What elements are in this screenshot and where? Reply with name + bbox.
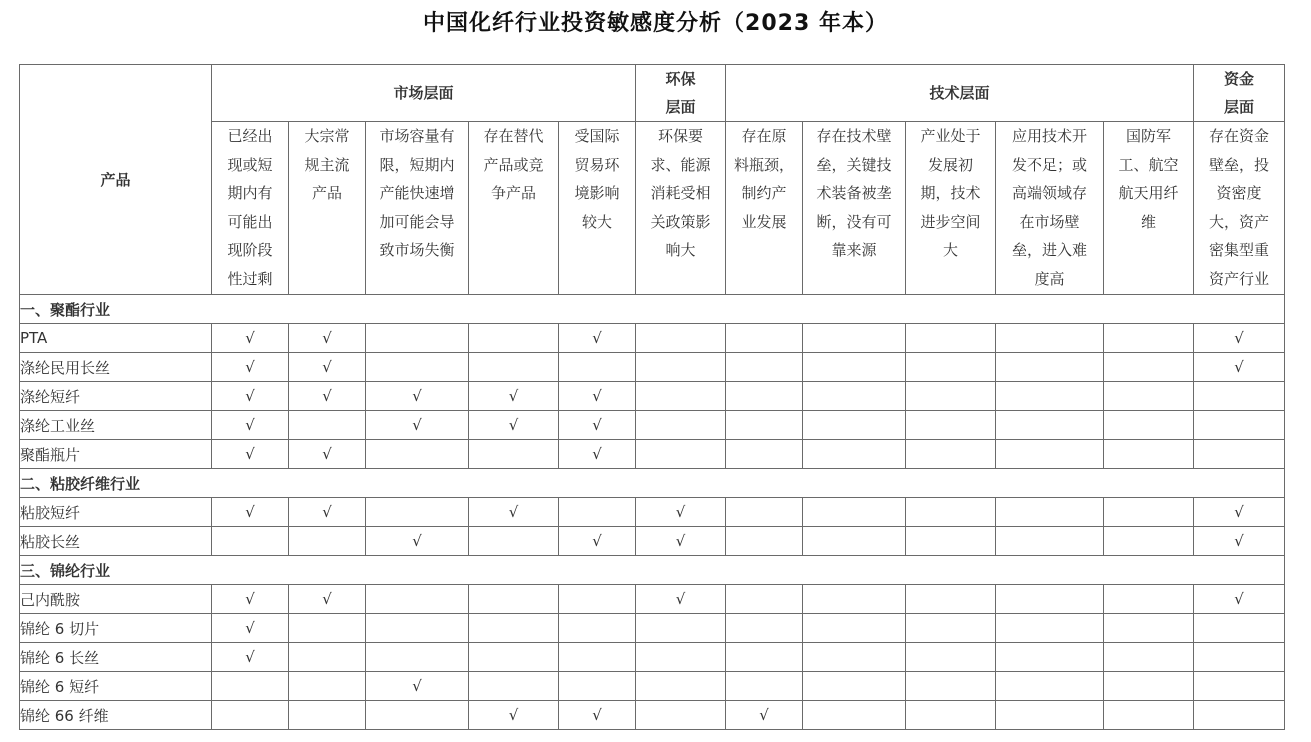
empty-cell	[726, 614, 803, 643]
empty-cell	[636, 382, 726, 411]
empty-cell	[726, 353, 803, 382]
table-row	[20, 643, 1285, 672]
empty-cell	[636, 672, 726, 701]
check-cell: √	[1194, 527, 1285, 556]
empty-cell	[469, 643, 559, 672]
empty-cell	[1104, 701, 1194, 730]
empty-cell	[996, 701, 1104, 730]
product-name: PTA	[20, 324, 212, 353]
empty-cell	[906, 324, 996, 353]
empty-cell	[803, 701, 906, 730]
check-cell: √	[212, 614, 289, 643]
product-name: 己内酰胺	[20, 585, 212, 614]
empty-cell	[906, 440, 996, 469]
empty-cell	[726, 440, 803, 469]
empty-cell	[289, 672, 366, 701]
empty-cell	[726, 382, 803, 411]
empty-cell	[906, 411, 996, 440]
empty-cell	[559, 672, 636, 701]
empty-cell	[906, 672, 996, 701]
empty-cell	[1104, 672, 1194, 701]
empty-cell	[803, 672, 906, 701]
section-label: 二、粘胶纤维行业	[20, 469, 1285, 498]
group-header: 市场层面	[212, 65, 636, 122]
section-label: 一、聚酯行业	[20, 295, 1285, 324]
criteria-header: 受国际 贸易环 境影响 较大	[559, 122, 636, 295]
check-cell: √	[366, 411, 469, 440]
check-cell: √	[469, 411, 559, 440]
check-cell: √	[559, 440, 636, 469]
check-cell: √	[366, 382, 469, 411]
empty-cell	[469, 440, 559, 469]
group-header: 技术层面	[726, 65, 1194, 122]
empty-cell	[996, 643, 1104, 672]
empty-cell	[803, 614, 906, 643]
check-cell: √	[212, 411, 289, 440]
check-cell: √	[212, 382, 289, 411]
empty-cell	[1104, 585, 1194, 614]
check-cell: √	[469, 701, 559, 730]
empty-cell	[996, 498, 1104, 527]
empty-cell	[803, 527, 906, 556]
product-name: 粘胶长丝	[20, 527, 212, 556]
check-cell: √	[1194, 585, 1285, 614]
empty-cell	[289, 614, 366, 643]
empty-cell	[996, 440, 1104, 469]
empty-cell	[636, 411, 726, 440]
check-cell: √	[636, 527, 726, 556]
check-cell: √	[289, 324, 366, 353]
empty-cell	[366, 701, 469, 730]
table-row	[20, 353, 1285, 382]
group-header: 资金 层面	[1194, 65, 1285, 122]
criteria-header: 产业处于 发展初 期，技术 进步空间 大	[906, 122, 996, 295]
empty-cell	[726, 643, 803, 672]
empty-cell	[1194, 411, 1285, 440]
empty-cell	[996, 324, 1104, 353]
check-cell: √	[636, 498, 726, 527]
table-row	[20, 672, 1285, 701]
empty-cell	[1104, 411, 1194, 440]
section-row	[20, 295, 1285, 324]
empty-cell	[1194, 382, 1285, 411]
check-cell: √	[366, 527, 469, 556]
empty-cell	[289, 527, 366, 556]
check-cell: √	[366, 672, 469, 701]
empty-cell	[366, 353, 469, 382]
empty-cell	[906, 585, 996, 614]
empty-cell	[996, 527, 1104, 556]
empty-cell	[366, 643, 469, 672]
empty-cell	[906, 614, 996, 643]
product-header: 产品	[20, 65, 212, 295]
check-cell: √	[726, 701, 803, 730]
empty-cell	[636, 440, 726, 469]
empty-cell	[1104, 440, 1194, 469]
empty-cell	[289, 643, 366, 672]
empty-cell	[726, 672, 803, 701]
product-name: 粘胶短纤	[20, 498, 212, 527]
check-cell: √	[469, 498, 559, 527]
empty-cell	[726, 498, 803, 527]
empty-cell	[1194, 643, 1285, 672]
section-row	[20, 469, 1285, 498]
empty-cell	[1104, 614, 1194, 643]
criteria-header: 应用技术开 发不足；或 高端领域存 在市场壁 垒，进入难 度高	[996, 122, 1104, 295]
criteria-header: 存在资金 壁垒，投 资密度 大，资产 密集型重 资产行业	[1194, 122, 1285, 295]
empty-cell	[469, 353, 559, 382]
empty-cell	[212, 701, 289, 730]
group-header: 环保 层面	[636, 65, 726, 122]
product-name: 聚酯瓶片	[20, 440, 212, 469]
criteria-header: 环保要 求、能源 消耗受相 关政策影 响大	[636, 122, 726, 295]
section-label: 三、锦纶行业	[20, 556, 1285, 585]
table-body	[20, 65, 1285, 730]
product-name: 涤纶短纤	[20, 382, 212, 411]
check-cell: √	[212, 498, 289, 527]
empty-cell	[1104, 498, 1194, 527]
empty-cell	[559, 353, 636, 382]
empty-cell	[559, 498, 636, 527]
empty-cell	[1104, 527, 1194, 556]
criteria-header: 国防军 工、航空 航天用纤 维	[1104, 122, 1194, 295]
check-cell: √	[559, 701, 636, 730]
check-cell: √	[212, 324, 289, 353]
sensitivity-table	[19, 64, 1285, 730]
empty-cell	[366, 324, 469, 353]
empty-cell	[803, 643, 906, 672]
product-name: 涤纶工业丝	[20, 411, 212, 440]
empty-cell	[1194, 701, 1285, 730]
empty-cell	[906, 498, 996, 527]
product-name: 锦纶 6 长丝	[20, 643, 212, 672]
empty-cell	[803, 498, 906, 527]
empty-cell	[559, 614, 636, 643]
criteria-header: 存在替代 产品或竞 争产品	[469, 122, 559, 295]
empty-cell	[996, 585, 1104, 614]
empty-cell	[469, 614, 559, 643]
table-row	[20, 440, 1285, 469]
empty-cell	[289, 701, 366, 730]
product-name: 涤纶民用长丝	[20, 353, 212, 382]
empty-cell	[726, 411, 803, 440]
check-cell: √	[212, 643, 289, 672]
empty-cell	[469, 672, 559, 701]
empty-cell	[1104, 353, 1194, 382]
table-row	[20, 324, 1285, 353]
empty-cell	[366, 614, 469, 643]
check-cell: √	[289, 440, 366, 469]
page-title: 中国化纤行业投资敏感度分析（2023 年本）	[423, 11, 888, 36]
criteria-header: 存在原 料瓶颈， 制约产 业发展	[726, 122, 803, 295]
empty-cell	[996, 382, 1104, 411]
product-name: 锦纶 6 切片	[20, 614, 212, 643]
check-cell: √	[289, 498, 366, 527]
empty-cell	[906, 643, 996, 672]
empty-cell	[366, 440, 469, 469]
table-row	[20, 498, 1285, 527]
empty-cell	[1194, 440, 1285, 469]
criteria-header: 市场容量有 限，短期内 产能快速增 加可能会导 致市场失衡	[366, 122, 469, 295]
empty-cell	[636, 701, 726, 730]
empty-cell	[726, 527, 803, 556]
empty-cell	[212, 672, 289, 701]
empty-cell	[1104, 324, 1194, 353]
check-cell: √	[559, 527, 636, 556]
check-cell: √	[289, 353, 366, 382]
check-cell: √	[1194, 498, 1285, 527]
empty-cell	[803, 324, 906, 353]
check-cell: √	[289, 585, 366, 614]
check-cell: √	[469, 382, 559, 411]
empty-cell	[559, 585, 636, 614]
empty-cell	[996, 614, 1104, 643]
empty-cell	[726, 585, 803, 614]
table-row	[20, 585, 1285, 614]
empty-cell	[803, 411, 906, 440]
empty-cell	[906, 353, 996, 382]
table-row	[20, 614, 1285, 643]
empty-cell	[1194, 614, 1285, 643]
empty-cell	[1104, 643, 1194, 672]
empty-cell	[996, 672, 1104, 701]
header-group-row	[20, 65, 1285, 122]
empty-cell	[636, 614, 726, 643]
product-name: 锦纶 6 短纤	[20, 672, 212, 701]
check-cell: √	[212, 353, 289, 382]
check-cell: √	[559, 382, 636, 411]
check-cell: √	[1194, 324, 1285, 353]
empty-cell	[803, 585, 906, 614]
table-row	[20, 527, 1285, 556]
empty-cell	[366, 498, 469, 527]
empty-cell	[289, 411, 366, 440]
empty-cell	[803, 440, 906, 469]
empty-cell	[636, 643, 726, 672]
table-row	[20, 411, 1285, 440]
criteria-header: 存在技术壁 垒，关键技 术装备被垄 断，没有可 靠来源	[803, 122, 906, 295]
empty-cell	[559, 643, 636, 672]
empty-cell	[1104, 382, 1194, 411]
criteria-header: 大宗常 规主流 产品	[289, 122, 366, 295]
empty-cell	[469, 527, 559, 556]
criteria-header: 已经出 现或短 期内有 可能出 现阶段 性过剩	[212, 122, 289, 295]
check-cell: √	[559, 411, 636, 440]
section-row	[20, 556, 1285, 585]
empty-cell	[1194, 672, 1285, 701]
check-cell: √	[212, 440, 289, 469]
table-row	[20, 701, 1285, 730]
empty-cell	[212, 527, 289, 556]
empty-cell	[803, 382, 906, 411]
empty-cell	[906, 527, 996, 556]
empty-cell	[636, 353, 726, 382]
empty-cell	[996, 353, 1104, 382]
empty-cell	[636, 324, 726, 353]
empty-cell	[366, 585, 469, 614]
check-cell: √	[636, 585, 726, 614]
check-cell: √	[212, 585, 289, 614]
empty-cell	[469, 324, 559, 353]
empty-cell	[906, 701, 996, 730]
check-cell: √	[559, 324, 636, 353]
check-cell: √	[289, 382, 366, 411]
empty-cell	[469, 585, 559, 614]
empty-cell	[803, 353, 906, 382]
empty-cell	[906, 382, 996, 411]
table-row	[20, 382, 1285, 411]
product-name: 锦纶 66 纤维	[20, 701, 212, 730]
empty-cell	[726, 324, 803, 353]
empty-cell	[996, 411, 1104, 440]
check-cell: √	[1194, 353, 1285, 382]
